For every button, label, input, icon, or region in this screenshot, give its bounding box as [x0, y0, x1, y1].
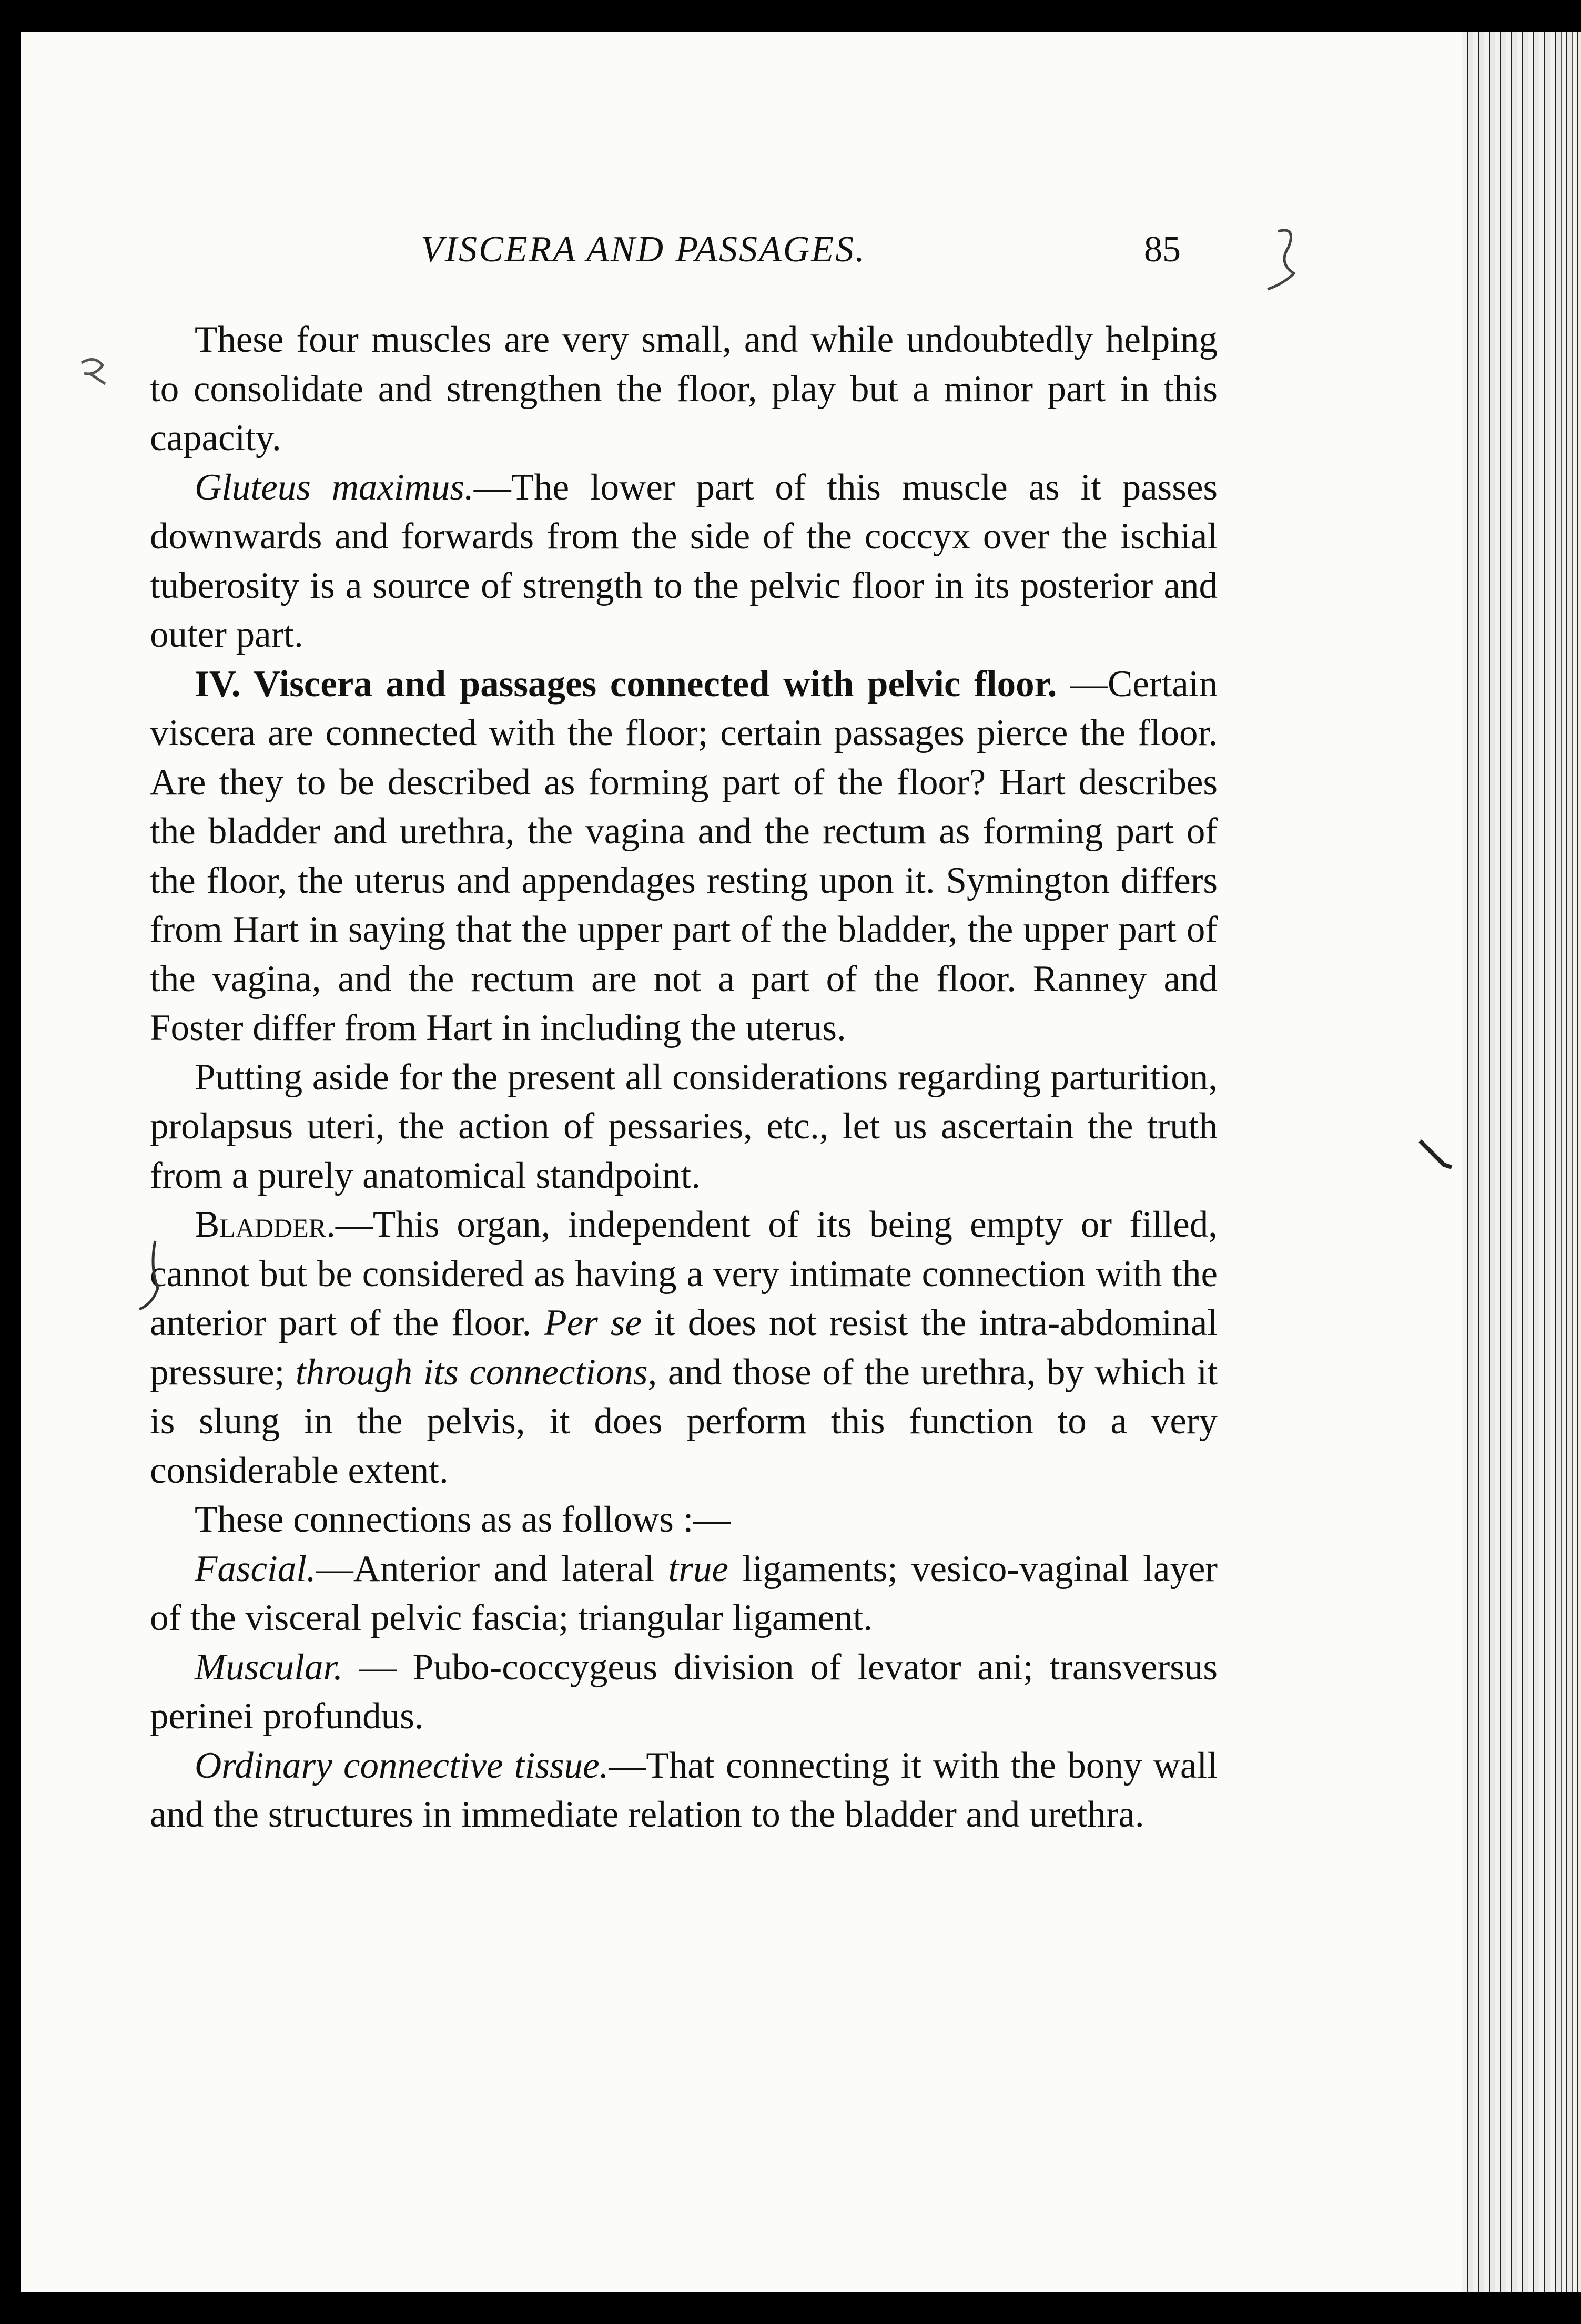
- paragraph-muscles: [150, 315, 1218, 463]
- bladder-italic-b: through its connections,: [295, 1351, 657, 1393]
- page-edge-spine: [1462, 32, 1581, 2292]
- paragraph-putting-aside: [150, 1053, 1218, 1201]
- paragraph-bladder: [150, 1200, 1218, 1495]
- bladder-text-b: it does not resist the intra-abdominal pressure;: [150, 1302, 1218, 1393]
- book-page: [21, 32, 1462, 2292]
- paragraph-gluteus: [150, 463, 1218, 660]
- bladder-text-a: —This organ, independent of its being empty or filled, cannot but be considered as having a very intimate connection with the anterior part of the floor.: [150, 1204, 1218, 1343]
- gluteus-text: —The lower part of this muscle as it passes downwards and forwards from the side of the coccyx over the ischial tuberosity is a source of strength to the pelvic floor in its posterior and outer part.: [150, 466, 1218, 655]
- body-text: [150, 315, 1218, 1840]
- paragraph-text: These four muscles are very small, and while undoubtedly helping to consolidate and strengthen the floor, play but a minor part in this capacity.: [150, 319, 1218, 458]
- pencil-mark-top-right: [1246, 221, 1304, 300]
- bladder-italic-a: Per se: [544, 1302, 642, 1343]
- paragraph-text: Putting aside for the present all considerations regarding parturition, prolapsus uteri, the action of pessaries, etc., let us ascertain the truth from a purely anatomical standpoint.: [150, 1056, 1218, 1196]
- fascial-italic: true: [668, 1548, 728, 1589]
- fascial-label: Fascial.: [195, 1548, 316, 1589]
- pencil-mark-right-margin: [1415, 1136, 1457, 1178]
- muscular-text: — Pubo-coccygeus division of levator ani; transversus perinei profundus.: [150, 1646, 1218, 1737]
- viscera-text: —Certain viscera are connected with the floor; certain passages pierce the floor. Are they to be described as forming part of the floor? Hart describes the bladder and urethra, the vagina and the rectum as forming part of the floor, the uterus and appendages resting upon it. Symington differs from Hart in saying that the upper part of the bladder, the upper part of the vagina, and the rectum are not a part of the floor. Ranney and Foster differ from Hart in including the uterus.: [150, 663, 1218, 1048]
- bladder-text-c: and those of the urethra, by which it is slung in the pelvis, it does perform this function to a very considerable extent.: [150, 1351, 1218, 1491]
- bladder-label: Bladder.: [195, 1204, 336, 1245]
- connective-tissue-text: —That connecting it with the bony wall and the structures in immediate relation to the bladder and urethra.: [150, 1745, 1218, 1835]
- page-number: 85: [1144, 229, 1181, 270]
- connective-tissue-label: Ordinary connective tissue.: [195, 1745, 609, 1786]
- paragraph-viscera: [150, 660, 1218, 1053]
- gluteus-label: Gluteus maximus.: [195, 466, 474, 508]
- fascial-text-a: —Anterior and lateral: [316, 1548, 655, 1589]
- pencil-mark-left: [74, 352, 121, 394]
- muscular-label: Muscular.: [195, 1646, 343, 1688]
- fascial-text-b: ligaments; vesico-vaginal layer of the visceral pelvic fascia; triangular ligament.: [150, 1548, 1218, 1638]
- running-head: [21, 229, 1462, 287]
- paragraph-connections: [150, 1495, 1218, 1545]
- running-head-title: VISCERA AND PASSAGES.: [421, 229, 866, 270]
- scan-border-bottom: [0, 2292, 1581, 2324]
- section-heading: IV. Viscera and passages connected with pelvic floor.: [195, 663, 1057, 705]
- pencil-mark-bracket: [134, 1236, 166, 1314]
- paragraph-text: These connections as as follows :—: [195, 1499, 731, 1540]
- paragraph-muscular: [150, 1643, 1218, 1741]
- paragraph-fascial: [150, 1545, 1218, 1643]
- paragraph-connective-tissue: [150, 1741, 1218, 1840]
